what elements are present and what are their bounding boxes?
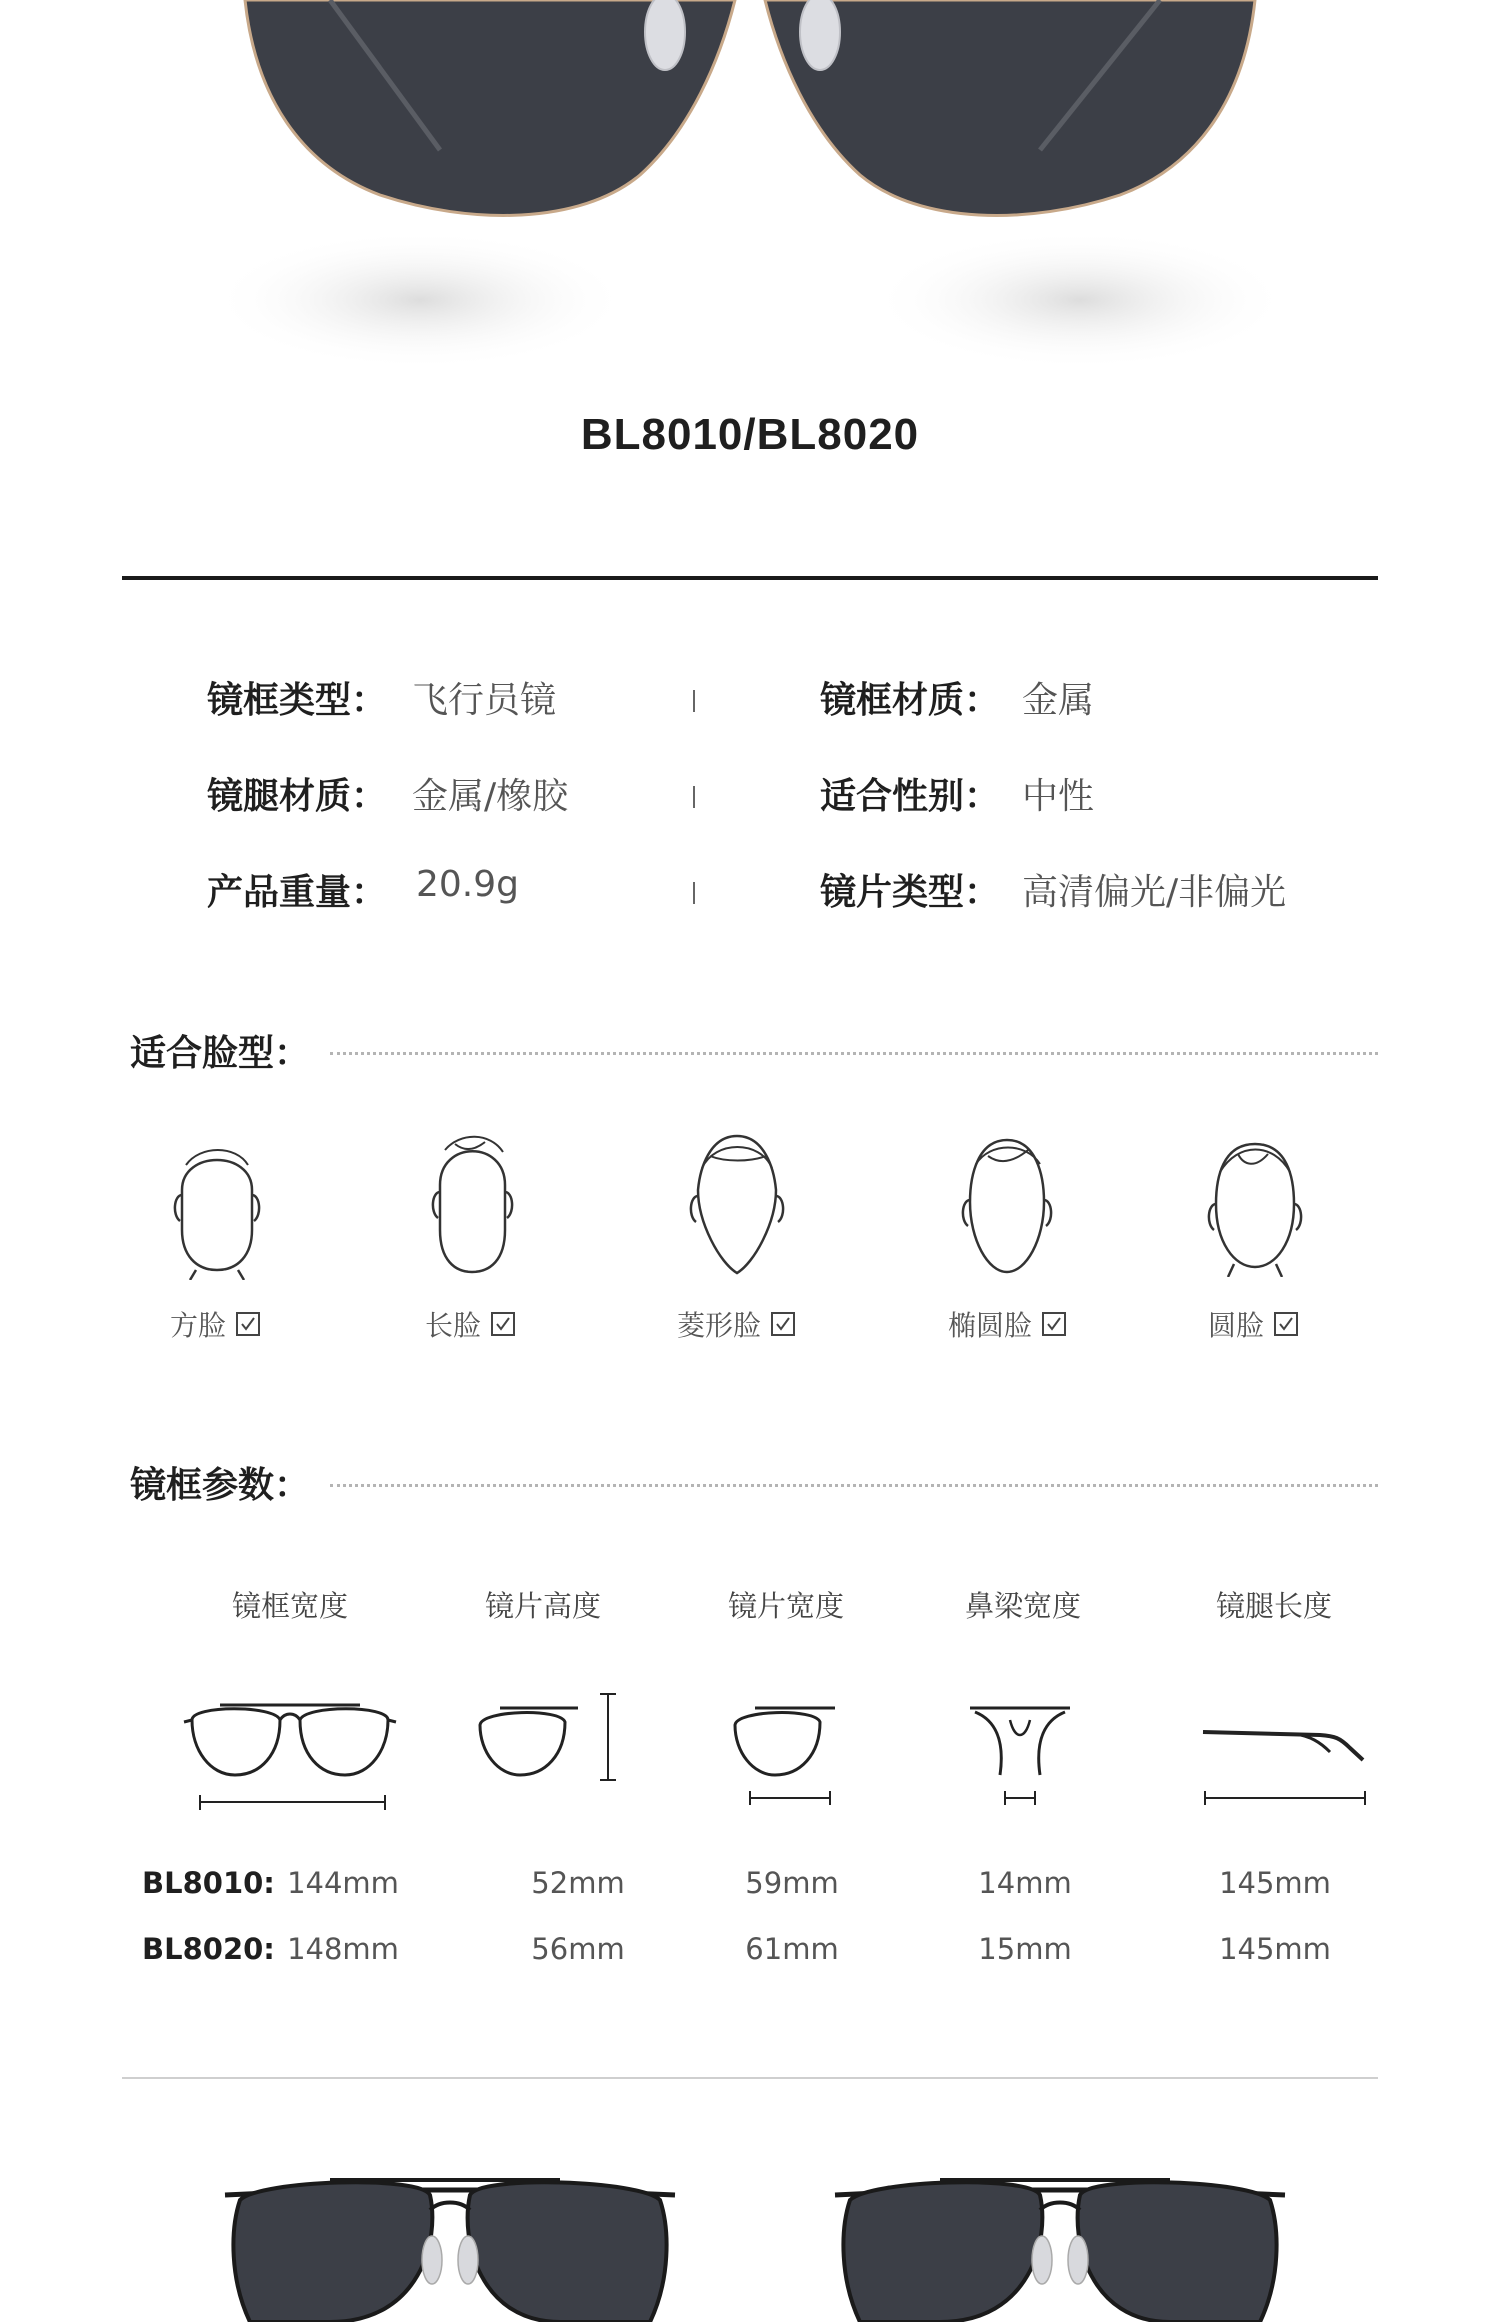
checkbox-checked-icon — [1274, 1312, 1298, 1336]
spec-key-weight: 产品重量： — [207, 872, 388, 913]
oval-face-icon — [950, 1130, 1065, 1282]
model-label-bl8020: BL8020: — [142, 1932, 275, 1966]
spec-key-frame-type: 镜框类型： — [207, 680, 388, 721]
param-value: 148mm — [287, 1932, 399, 1966]
face-label-text: 长脸 — [425, 1309, 482, 1342]
model-label-bl8010: BL8010: — [142, 1866, 275, 1900]
bridge-width-diagram-icon — [965, 1680, 1085, 1815]
param-value: 52mm — [531, 1866, 625, 1900]
spec-separator — [693, 690, 695, 712]
reflection-right — [870, 230, 1290, 370]
divider-bottom — [122, 2077, 1378, 2079]
spec-value-frame-type: 飞行员镜 — [412, 680, 557, 721]
spec-key-frame-material: 镜框材质： — [820, 680, 1001, 721]
spec-value-gender: 中性 — [1022, 776, 1095, 817]
param-header-bridge-width: 鼻梁宽度 — [964, 1589, 1081, 1623]
spec-value-temple-material: 金属/橡胶 — [412, 776, 569, 817]
spec-separator — [693, 882, 695, 904]
param-header-lens-height: 镜片高度 — [484, 1589, 601, 1623]
frame-width-diagram-icon — [180, 1680, 400, 1815]
checkbox-checked-icon — [491, 1312, 515, 1336]
round-face-icon — [1198, 1132, 1313, 1277]
spec-key-lens-type: 镜片类型： — [820, 872, 1001, 913]
spec-separator — [693, 786, 695, 808]
face-label-text: 圆脸 — [1208, 1309, 1265, 1342]
param-value: 59mm — [745, 1866, 839, 1900]
nose-pad-right — [800, 0, 840, 70]
face-section-dotted-line — [330, 1052, 1378, 1055]
spec-value-frame-material: 金属 — [1022, 680, 1095, 721]
face-label-text: 椭圆脸 — [948, 1309, 1033, 1342]
spec-value-weight: 20.9g — [416, 864, 520, 905]
face-label-round — [1208, 1304, 1298, 1344]
frame-section-dotted-line — [330, 1484, 1378, 1487]
divider-top — [122, 576, 1378, 580]
face-label-text: 方脸 — [170, 1309, 227, 1342]
face-label-square — [170, 1304, 260, 1344]
face-section-title: 适合脸型： — [130, 1033, 311, 1074]
temple-length-diagram-icon — [1195, 1680, 1375, 1815]
long-face-icon — [415, 1130, 530, 1280]
checkbox-checked-icon — [1042, 1312, 1066, 1336]
param-value: 56mm — [531, 1932, 625, 1966]
frame-section-title: 镜框参数： — [130, 1465, 311, 1506]
nose-pad-left — [645, 0, 685, 70]
param-value: 145mm — [1219, 1866, 1331, 1900]
lens-height-diagram-icon — [470, 1680, 620, 1815]
spec-key-gender: 适合性别： — [820, 776, 1001, 817]
face-label-long — [425, 1304, 515, 1344]
sunglasses-left-pair — [225, 2180, 675, 2322]
product-photo-top — [0, 0, 1500, 380]
face-label-diamond — [677, 1304, 795, 1344]
param-value: 145mm — [1219, 1932, 1331, 1966]
param-value: 15mm — [978, 1932, 1072, 1966]
param-header-lens-width: 镜片宽度 — [727, 1589, 844, 1623]
param-value: 61mm — [745, 1932, 839, 1966]
checkbox-checked-icon — [771, 1312, 795, 1336]
face-label-text: 菱形脸 — [677, 1309, 762, 1342]
param-header-frame-width: 镜框宽度 — [231, 1589, 348, 1623]
face-label-oval — [948, 1304, 1066, 1344]
model-title: BL8010/BL8020 — [580, 410, 920, 459]
sunglasses-right-pair — [835, 2180, 1285, 2322]
param-value: 14mm — [978, 1866, 1072, 1900]
product-photo-bottom — [0, 2150, 1500, 2322]
diamond-face-icon — [680, 1128, 795, 1280]
param-value: 144mm — [287, 1866, 399, 1900]
spec-value-lens-type: 高清偏光/非偏光 — [1022, 872, 1287, 913]
spec-key-temple-material: 镜腿材质： — [207, 776, 388, 817]
lens-width-diagram-icon — [720, 1680, 860, 1815]
checkbox-checked-icon — [236, 1312, 260, 1336]
reflection-left — [210, 230, 630, 370]
square-face-icon — [160, 1135, 275, 1280]
param-header-temple-length: 镜腿长度 — [1215, 1589, 1332, 1623]
